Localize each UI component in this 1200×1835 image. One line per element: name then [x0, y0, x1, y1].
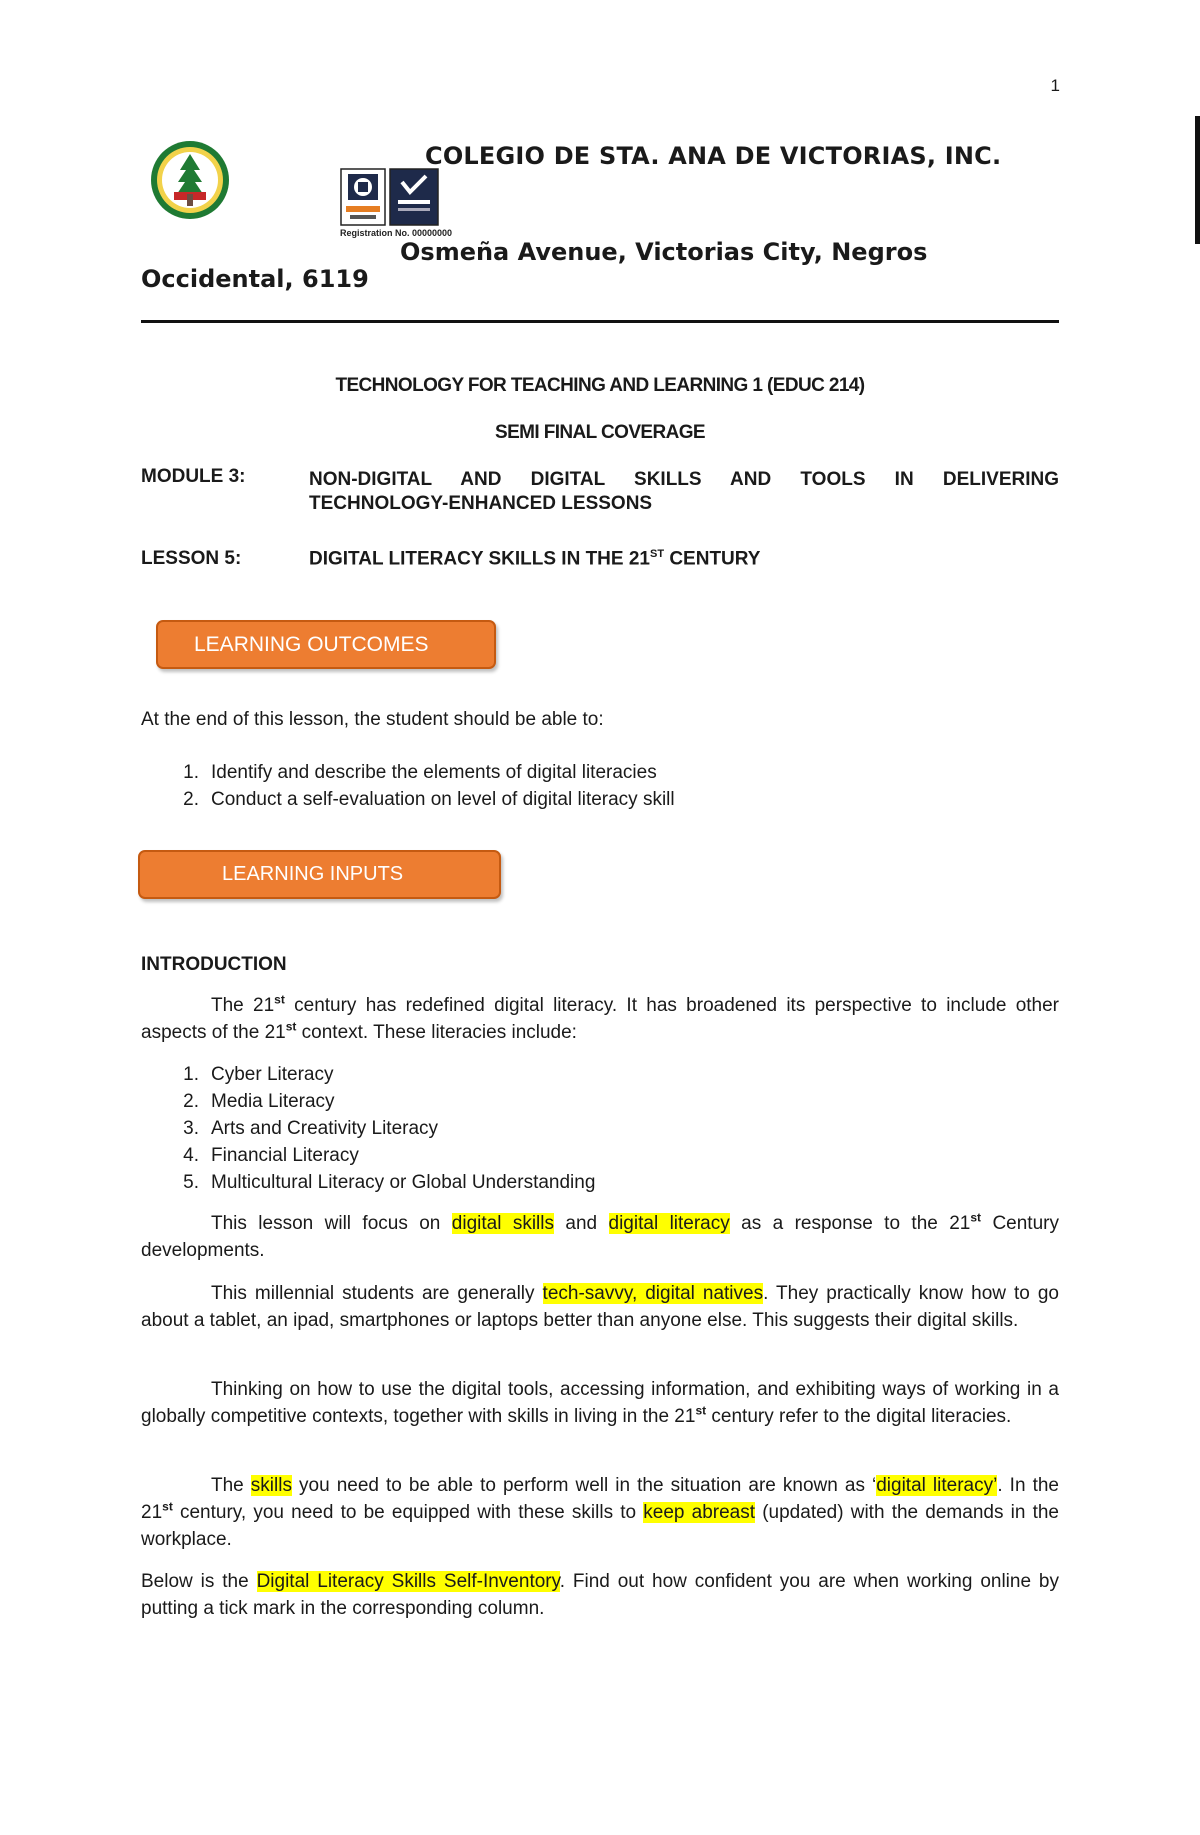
highlight: Digital Literacy Skills Self-Inventory — [256, 1571, 560, 1592]
page-number: 1 — [1050, 76, 1060, 95]
list-item: 2. Media Literacy — [183, 1091, 335, 1112]
iso-registration-text: Registration No. 00000000 — [340, 228, 453, 238]
highlight: digital skills — [451, 1213, 554, 1234]
module-title-line1: NON-DIGITAL AND DIGITAL SKILLS AND TOOLS IN DELIVERING — [309, 469, 1059, 490]
intro-paragraph-3: This millennial students are generally tech-savvy, digital natives. They practically know how to go about a tablet, an ipad, smartphones or laptops better than anyone else. This suggests their digital skills. — [141, 1283, 1059, 1331]
highlight: digital literacy’ — [876, 1475, 998, 1496]
school-seal-logo — [150, 140, 230, 220]
highlight: tech-savvy, digital natives — [542, 1283, 764, 1304]
header-divider — [141, 320, 1059, 323]
intro-paragraph-4: Thinking on how to use the digital tools, accessing information, and exhibiting ways of working in a globally competitive contexts, together with skills in living in the 21st century refer to the digital literacies. — [141, 1379, 1059, 1427]
list-item: 1. Cyber Literacy — [183, 1064, 334, 1085]
coverage-title: SEMI FINAL COVERAGE — [495, 422, 705, 443]
intro-paragraph-5: The skills you need to be able to perform well in the situation are known as ‘digital literacy’. In the 21st century, you need to be equipped with these skills to keep abreast (updated) with the demands in the workplace. — [141, 1475, 1060, 1550]
introduction-heading: INTRODUCTION — [141, 954, 287, 975]
literacies-list — [141, 1061, 595, 1196]
intro-paragraph-2: This lesson will focus on digital skills and digital literacy as a response to the 21st Century developments. — [141, 1210, 1059, 1261]
list-item: 3. Arts and Creativity Literacy — [183, 1118, 439, 1139]
highlight: digital literacy — [608, 1213, 730, 1234]
course-title: TECHNOLOGY FOR TEACHING AND LEARNING 1 (EDUC 214) — [335, 375, 865, 396]
school-address-line2: Occidental, 6119 — [141, 265, 369, 293]
module-label: MODULE 3: — [141, 466, 246, 487]
highlight: keep abreast — [643, 1502, 756, 1523]
intro-paragraph-1: The 21st century has redefined digital literacy. It has broadened its perspective to include other aspects of the 21st context. These literacies include: — [141, 992, 1059, 1043]
learning-inputs-banner: LEARNING INPUTS — [138, 850, 501, 899]
outcomes-intro: At the end of this lesson, the student should be able to: — [141, 709, 604, 730]
page-edge-bar — [1195, 116, 1200, 244]
list-item: 1. Identify and describe the elements of digital literacies — [183, 762, 657, 783]
outcomes-list — [141, 759, 675, 813]
list-item: 2. Conduct a self-evaluation on level of digital literacy skill — [183, 789, 675, 810]
school-name: COLEGIO DE STA. ANA DE VICTORIAS, INC. — [425, 142, 1002, 170]
learning-outcomes-banner: LEARNING OUTCOMES — [156, 620, 496, 669]
list-item: 5. Multicultural Literacy or Global Understanding — [183, 1172, 596, 1193]
module-title-line2: TECHNOLOGY-ENHANCED LESSONS — [309, 493, 653, 514]
school-address-line1: Osmeña Avenue, Victorias City, Negros — [400, 238, 928, 266]
intro-paragraph-6: Below is the Digital Literacy Skills Self-Inventory. Find out how confident you are when working online by putting a tick mark in the corresponding column. — [141, 1571, 1059, 1619]
lesson-title: DIGITAL LITERACY SKILLS IN THE 21ST CENTURY — [309, 548, 761, 570]
highlight: skills — [250, 1475, 292, 1496]
lesson-label: LESSON 5: — [141, 548, 242, 569]
list-item: 4. Financial Literacy — [183, 1145, 359, 1166]
